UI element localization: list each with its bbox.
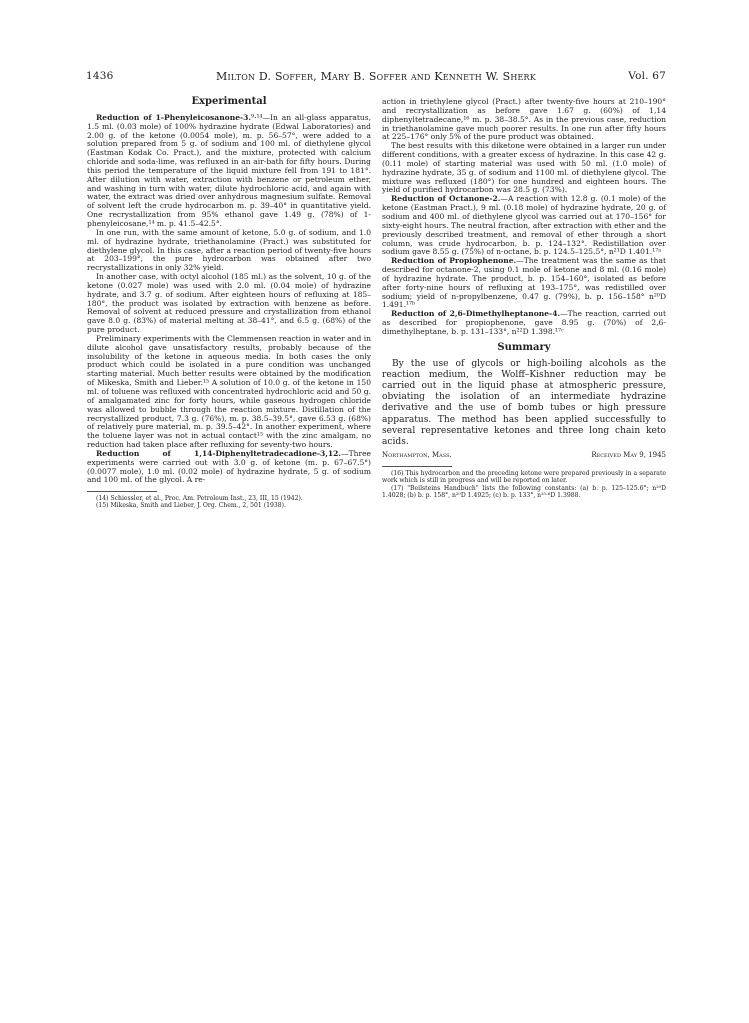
footnote-14: (14) Schiessler, et al., Proc. Am. Petroleum Inst., 23, III, 15 (1942). [96,495,303,503]
footnote-rule [382,466,452,467]
footnote-rule [87,491,157,492]
right-column [382,98,666,499]
paragraph: In another case, with octyl alcohol (185 ml.) as the solvent, 10 g. of the ketone (0.027 mole) was used with 2.0 ml. (0.04 mole) of hydrazine hydrate, and 3.7 g. of sodium. After eighteen hours of refluxing at 185–180°, the product was isolated by extraction with benzene as before. Removal of solvent at reduced pressure and crystallization from ethanol gave 8.0 g. (83%) of material melting at 38–41°, and 6.5 g. (68%) of the pure product. [87,272,371,335]
run-in-heading: Reduction of Octanone-2. [391,194,501,204]
run-in-heading: Reduction of 2,6-Dimethylheptanone-4. [391,309,561,319]
paragraph [382,195,666,257]
footnote-15: (15) Mikeska, Smith and Lieber, J. Org. Chem., 2, 501 (1938). [96,502,286,510]
summary-text: By the use of glycols or high-boiling alcohols as the reaction medium, the Wolff–Kishner reduction may be carried out in the liquid phase at atmospheric pressure, obviating the isolation of an intermediate hydrazine derivative and the use of bomb tubes or high pressure apparatus. The method has been applied successfully to several representative ketones and three long chain keto acids. [382,358,666,448]
paragraph-text: —The reaction, carried out as described for propiophenone, gave 8.95 g. (70%) of 2,6-dimethylheptane, b. p. 131–133°, n²²D 1.398.¹⁷ᶜ [382,309,666,336]
experimental-heading: Experimental [191,96,267,107]
running-authors: Milton D. Soffer, Mary B. Soffer and Kenneth W. Sherk [216,70,536,83]
paragraph-text: ⁹·¹⁴—In an all-glass apparatus, 1.5 ml. (0.03 mole) of 100% hydrazine hydrate (Edwal Laboratories) and 2.00 g. of the ketone (0.0054 mole), m. p. 56–57°, were added to a solution prepared from 5 g. of sodium and 100 ml. of diethylene glycol (Eastman Kodak Co. Pract.), and the mixture, protected with calcium chloride and soda-lime, was refluxed in an air-bath for fifty hours. During this period the temperature of the liquid mixture fell from 191 to 181°. After dilution with water, extraction with benzene or petroleum ether, and washing in turn with water, dilute hydrochloric acid, and again with water, the extract was dried over anhydrous magnesium sulfate. Removal of solvent left the crude hydrocarbon m. p. 39–40° in quantitative yield. One recrystallization from 95% ethanol gave 1.49 g. (78%) of 1-phenyleicosane,¹⁴ m. p. 41.5–42.5°. [87,112,371,228]
paragraph-text: —Three experiments were carried out with 3.0 g. of ketone (m. p. 67–67.5°) (0.0077 mole), 1.0 ml. (0.02 mole) of hydrazine hydrate, 5 g. of sodium and 100 ml. of the glycol. A re- [87,448,371,485]
summary-block [382,359,666,449]
run-in-heading: Reduction of 1,14-Diphenyltetradecadione-3,12. [96,448,342,458]
paragraph: Preliminary experiments with the Clemmensen reaction in water and in dilute alcohol gave unsatisfactory results, probably because of the insolubility of the ketone in aqueous media. In both cases the only product which could be isolated in a pure condition was unchanged starting material. Much better results were obtained by the modification of Mikeska, Smith and Lieber.¹⁵ A solution of 10.0 g. of the ketone in 150 ml. of toluene was refluxed with concentrated hydrochloric acid and 50 g. of amalgamated zinc for forty hours, while gaseous hydrogen chloride was allowed to bubble through the reaction mixture. Distillation of the recrystallized product, 7.3 g. (76%), m. p. 38.5–39.5°, gave 6.53 g. (68%) of relatively pure material, m. p. 39.5–42°. In another experiment, where the toluene layer was not in actual contact¹⁵ with the zinc amalgam, no reduction had taken place after refluxing for seventy-two hours. [87,333,371,450]
summary-heading: Summary [497,341,551,353]
running-header [86,70,666,84]
place-label: Northampton, Mass. [382,451,452,460]
left-column [87,98,371,510]
paragraph [87,450,371,485]
paragraph-text: —The treatment was the same as that described for octanone-2, using 0.1 mole of ketone and 8 ml. (0.16 mole) of hydrazine hydrate. The product, b. p. 154–160°, isolated as before after forty-nine hours of refluxing at 193–175°, was redistilled over sodium; yield of n-propylbenzene, 0.47 g. (79%), b. p. 156–158° n²⁰D 1.491.¹⁷ᵇ [382,256,666,310]
signature-line [382,451,666,460]
paragraph: In one run, with the same amount of ketone, 5.0 g. of sodium, and 1.0 ml. of hydrazine hydrate, triethanolamine (Pract.) was substituted for diethylene glycol. In this case, after a reaction period of twenty-five hours at 203–199°, the pure hydrocarbon was obtained after two recrystallizations in only 32% yield. [87,227,371,273]
paragraph: action in triethylene glycol (Pract.) after twenty-five hours at 210–190° and recrystallization as before gave 1.67 g. (60%) of 1,14 diphenyltetradecane,¹⁶ m. p. 38–38.5°. As in the previous case, reduction in triethanolamine gave much poorer results. In one run after fifty hours at 225–176° only 5% of the pure product was obtained. [382,97,666,142]
footnote-17: (17) "Beilsteins Handbuch" lists the following constants: (a) b. p. 125–125.6°; n²⁰D 1.4028; (b) b. p. 158°, n²⁰D 1.4925; (c) b. p. 133°, n¹⁵·⁶D 1.3988. [382,484,666,499]
run-in-heading: Reduction of 1-Phenyleicosanone-3. [96,112,252,122]
paragraph [87,114,371,229]
received-date: Received May 9, 1945 [591,451,666,460]
run-in-heading: Reduction of Propiophenone. [391,256,517,266]
paragraph-text: —A reaction with 12.8 g. (0.1 mole) of the ketone (Eastman Pract.), 9 ml. (0.18 mole) of hydrazine hydrate, 20 g. of sodium and 400 ml. of diethylene glycol was carried out at 170–156° for sixty-eight hours. The neutral fraction, after extraction with ether and the previously described treatment, and removal of ether through a short column, was crude hydrocarbon, b. p. 124–132°. Redistillation over sodium gave 8.55 g. (75%) of n-octane, b. p. 124.5–125.5°, n²¹D 1.401.¹⁷ᵃ [382,194,666,257]
volume-label: Vol. 67 [628,70,666,82]
paragraph [382,310,666,337]
page-number: 1436 [86,70,114,82]
paragraph: The best results with this diketone were obtained in a larger run under different conditions, with a greater excess of hydrazine. In this case 42 g. (0.11 mole) of starting material was used with 50 ml. (1.0 mole) of hydrazine hydrate, 35 g. of sodium and 1100 ml. of diethylene glycol. The mixture was refluxed (180°) for one hundred and eighteen hours. The yield of purified hydrocarbon was 28.5 g. (73%). [382,141,666,195]
footnote-16: (16) This hydrocarbon and the preceding ketone were prepared previously in a separate work which is still in progress and will be reported on later. [382,470,666,485]
paragraph [382,257,666,310]
